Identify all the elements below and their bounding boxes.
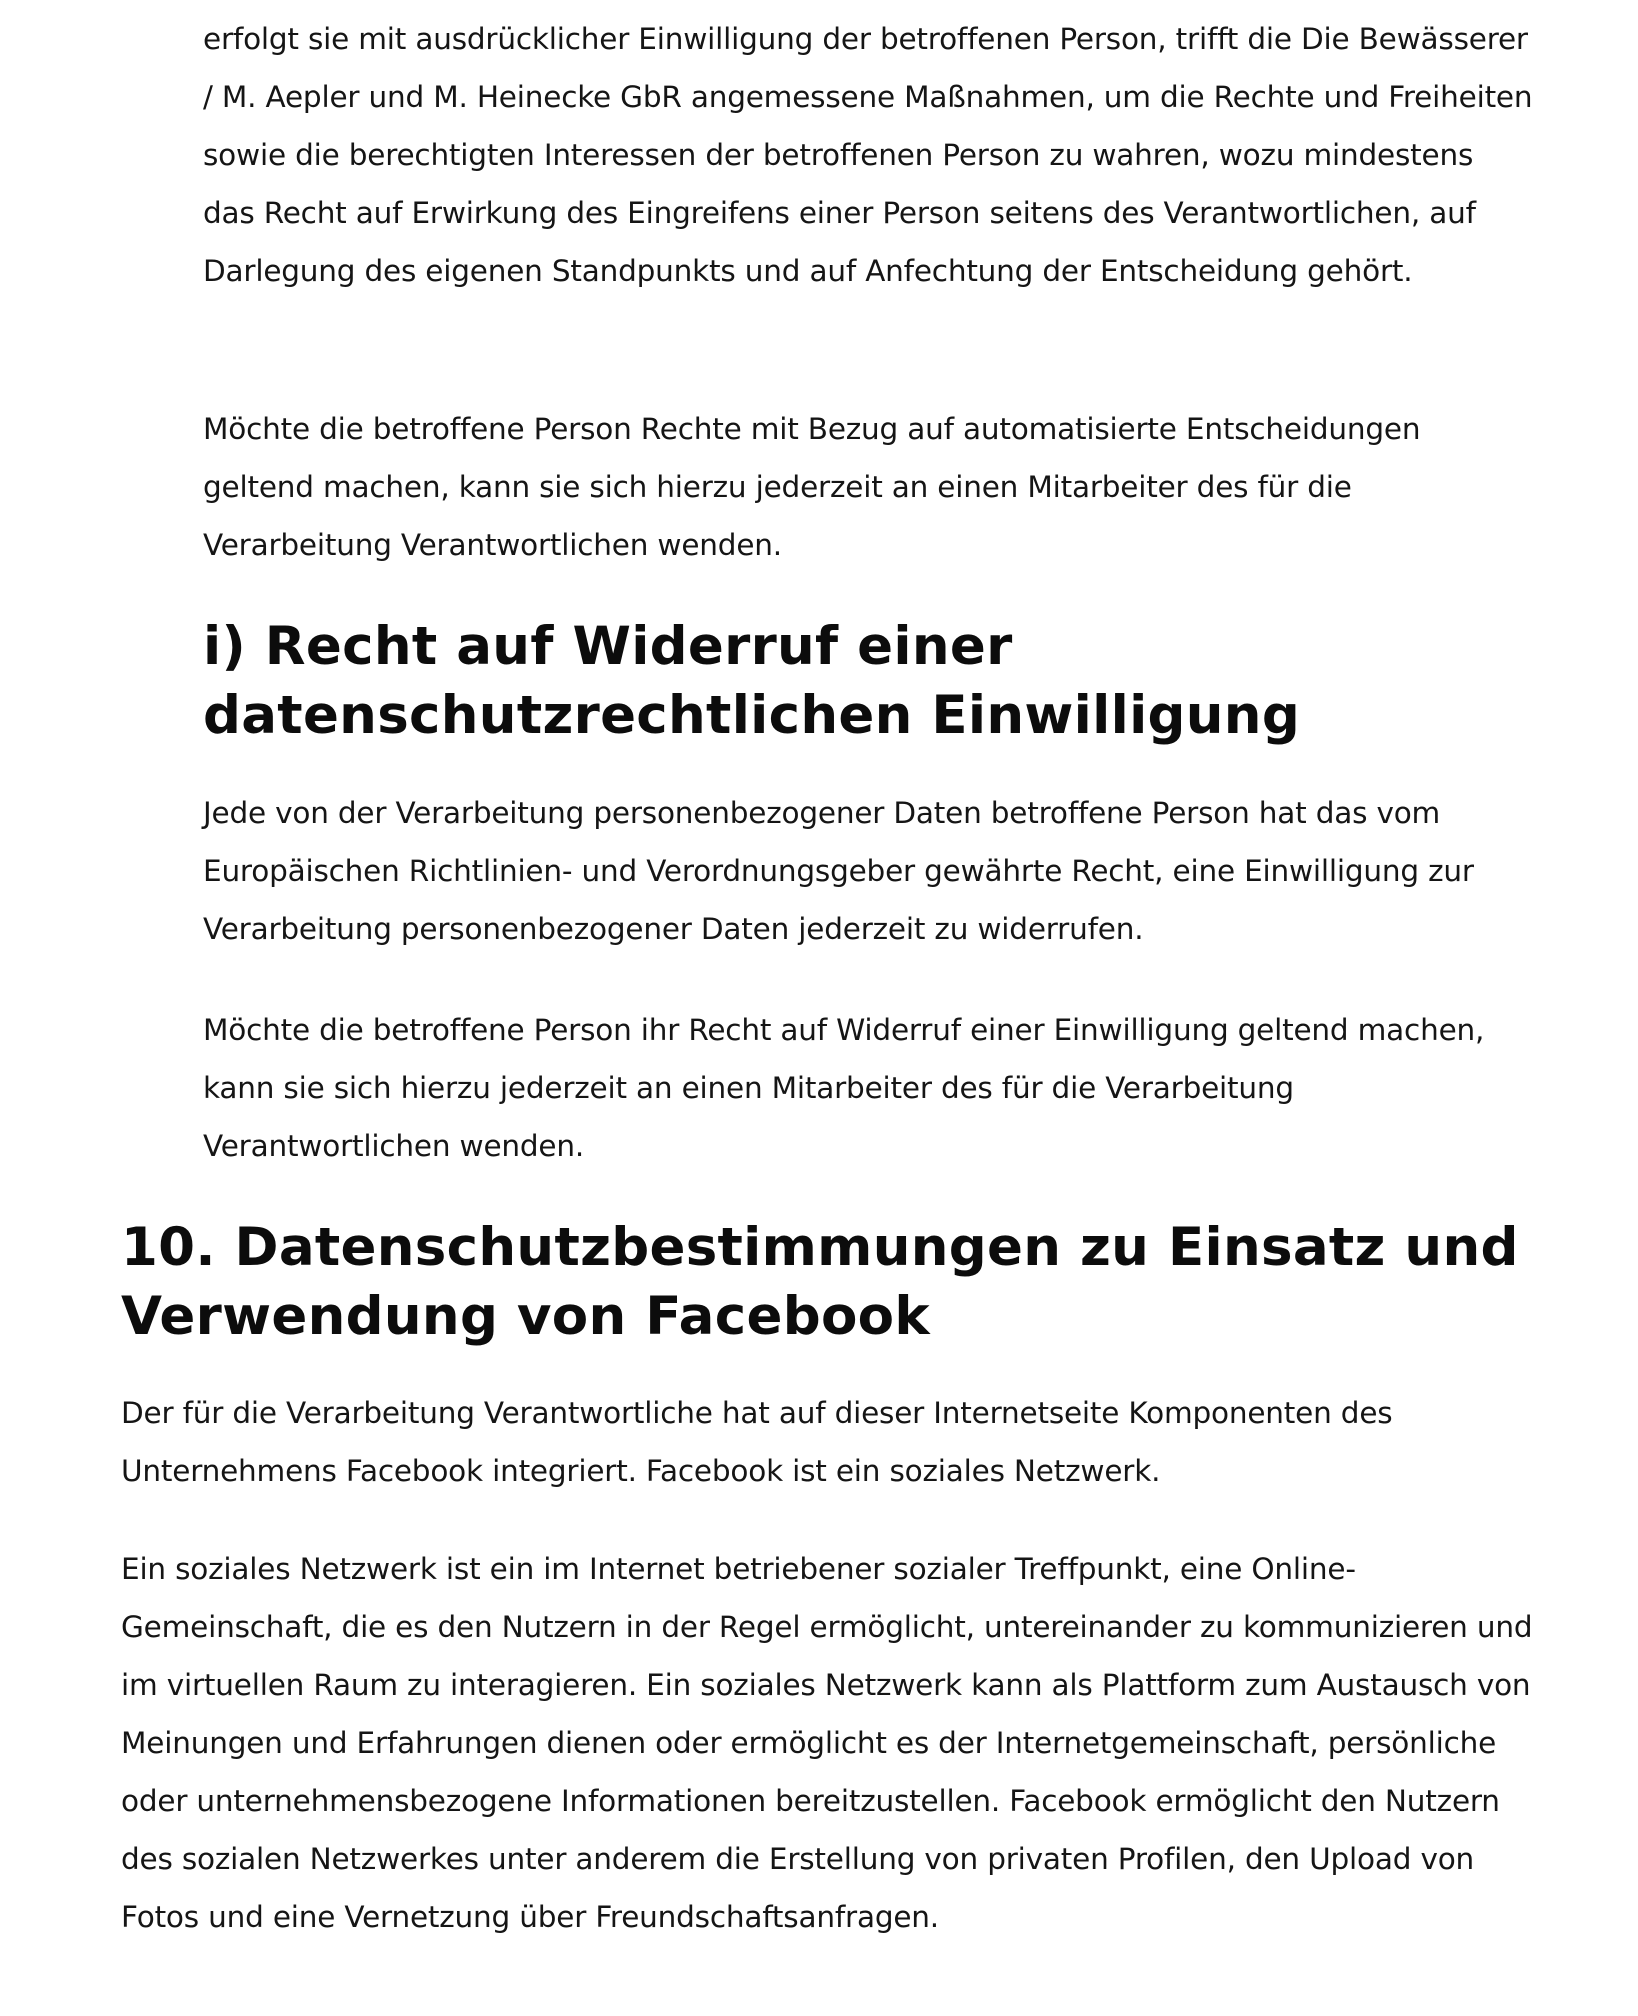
- paragraph-facebook-intro: Der für die Verarbeitung Verantwortliche hat auf dieser Internetseite Komponenten des Unternehmens Facebook integriert. Facebook ist ein soziales Netzwerk.: [121, 1396, 1393, 1488]
- section-heading-i-withdrawal: i) Recht auf Widerruf einer datenschutzrechtlichen Einwilligung: [203, 616, 1301, 746]
- section-heading-10-facebook: 10. Datenschutzbestimmungen zu Einsatz und Verwendung von Facebook: [121, 1217, 1519, 1347]
- paragraph-automated-decision-continuation: erfolgt sie mit ausdrücklicher Einwilligung der betroffenen Person, trifft die Die Bewässerer / M. Aepler und M. Heinecke GbR angemessene Maßnahmen, um die Rechte und Freiheiten sowie die berechtigten Interessen der betroffenen Person zu wahren, wozu mindestens das Recht auf Erwirkung des Eingreifens einer Person seitens des Verantwortlichen, auf Darlegung des eigenen Standpunkts und auf Anfechtung der Entscheidung gehört.: [203, 22, 1533, 288]
- paragraph-withdrawal-contact: Möchte die betroffene Person ihr Recht auf Widerruf einer Einwilligung geltend machen, kann sie sich hierzu jederzeit an einen Mitarbeiter des für die Verarbeitung Verantwortlichen wenden.: [203, 1013, 1485, 1163]
- paragraph-social-network-definition: Ein soziales Netzwerk ist ein im Internet betriebener sozialer Treffpunkt, eine Online-Gemeinschaft, die es den Nutzern in der Regel ermöglicht, untereinander zu kommunizieren und im virtuellen Raum zu interagieren. Ein soziales Netzwerk kann als Plattform zum Austausch von Meinungen und Erfahrungen dienen oder ermöglicht es der Internetgemeinschaft, persönliche oder unternehmensbezogene Informationen bereitzustellen. Facebook ermöglicht den Nutzern des sozialen Netzwerkes unter anderem die Erstellung von privaten Profilen, den Upload von Fotos und eine Vernetzung über Freundschaftsanfragen.: [121, 1552, 1533, 1934]
- paragraph-automated-decision-contact: Möchte die betroffene Person Rechte mit Bezug auf automatisierte Entscheidungen geltend machen, kann sie sich hierzu jederzeit an einen Mitarbeiter des für die Verarbeitung Verantwortlichen wenden.: [203, 412, 1421, 562]
- paragraph-withdrawal-right: Jede von der Verarbeitung personenbezogener Daten betroffene Person hat das vom Europäischen Richtlinien- und Verordnungsgeber gewährte Recht, eine Einwilligung zur Verarbeitung personenbezogener Daten jederzeit zu widerrufen.: [203, 796, 1474, 946]
